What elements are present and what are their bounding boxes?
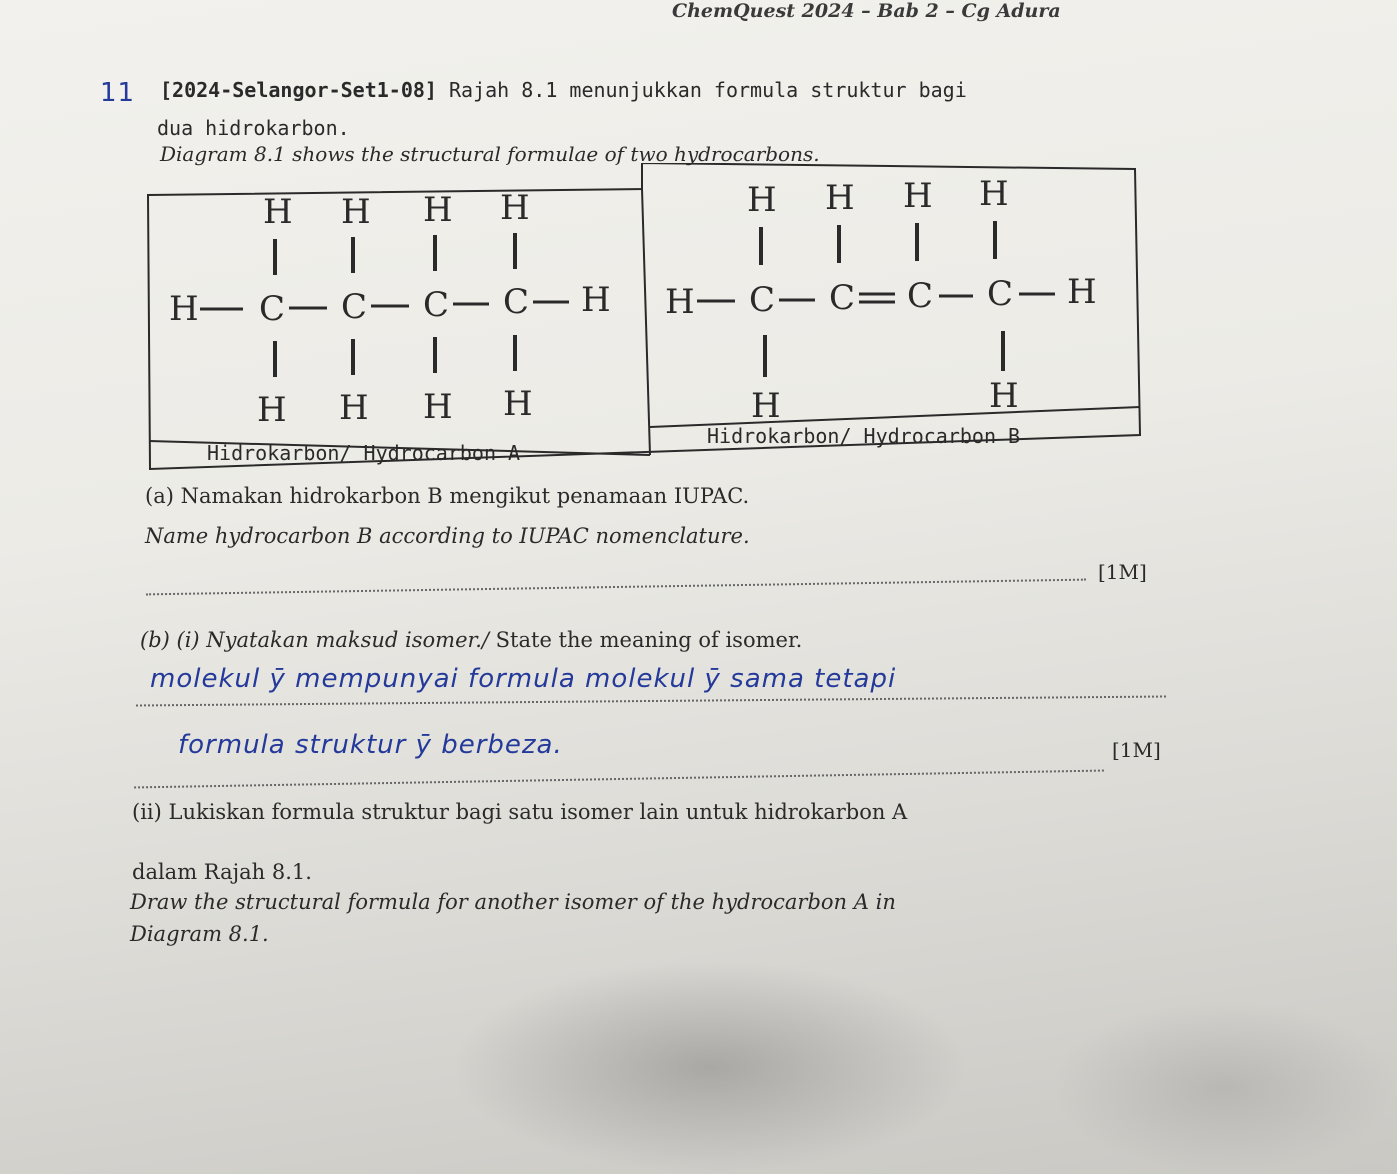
atom-h: H	[423, 190, 453, 230]
atom-c: C	[423, 285, 450, 325]
atom-c: C	[749, 280, 776, 320]
atom-h: H	[500, 188, 530, 228]
atom-h: H	[341, 192, 371, 232]
atom-c: C	[341, 287, 368, 327]
marks-b-i: [1M]	[1112, 738, 1161, 762]
part-b-ii-english-line2: Diagram 8.1.	[130, 922, 269, 946]
atom-h: H	[747, 180, 777, 220]
handwritten-answer-line2: formula struktur ȳ berbeza.	[178, 730, 563, 760]
question-number-handwritten: 11	[100, 78, 136, 108]
atom-h: H	[751, 386, 781, 426]
atom-h: H	[1067, 272, 1097, 312]
atom-h: H	[503, 384, 533, 424]
atom-h: H	[423, 387, 453, 427]
atom-c: C	[259, 289, 286, 329]
part-a-malay: (a) Namakan hidrokarbon B mengikut penamaan IUPAC.	[145, 484, 750, 508]
atom-c: C	[987, 274, 1014, 314]
atom-h: H	[257, 390, 287, 430]
label-hydrocarbon-b: Hidrokarbon/ Hydrocarbon B	[707, 424, 1021, 448]
atom-h: H	[665, 282, 695, 322]
part-a-english: Name hydrocarbon B according to IUPAC nomenclature.	[145, 524, 750, 548]
part-b-i-question	[140, 628, 802, 652]
part-b-i-malay: (b) (i) Nyatakan maksud isomer./	[140, 628, 489, 652]
corner-shadow	[1050, 1000, 1397, 1174]
atom-h: H	[581, 280, 611, 320]
part-b-ii-malay-line1: (ii) Lukiskan formula struktur bagi satu isomer lain untuk hidrokarbon A	[132, 800, 908, 824]
question-intro-malay-line1	[160, 78, 967, 102]
atom-c: C	[907, 276, 934, 316]
part-b-i-english: State the meaning of isomer.	[495, 628, 803, 652]
atom-c: C	[829, 278, 856, 318]
question-intro-malay-text: Rajah 8.1 menunjukkan formula struktur bagi	[449, 78, 967, 102]
question-intro-english: Diagram 8.1 shows the structural formulae of two hydrocarbons.	[160, 142, 820, 166]
atom-c: C	[503, 282, 530, 322]
atom-h: H	[825, 178, 855, 218]
question-source: [2024-Selangor-Set1-08]	[160, 78, 437, 102]
atom-h: H	[989, 376, 1019, 416]
atom-h: H	[169, 289, 199, 329]
marks-a: [1M]	[1098, 560, 1147, 584]
part-b-ii-english-line1: Draw the structural formula for another isomer of the hydrocarbon A in	[130, 890, 896, 914]
label-hydrocarbon-a: Hidrokarbon/ Hydrocarbon A	[207, 441, 521, 465]
handwritten-answer-line1: molekul ȳ mempunyai formula molekul ȳ sama tetapi	[150, 664, 897, 694]
atom-h: H	[903, 176, 933, 216]
page-header: ChemQuest 2024 – Bab 2 – Cg Adura	[672, 0, 1061, 22]
hydrocarbon-b-structure	[665, 174, 1097, 426]
atom-h: H	[263, 192, 293, 232]
hand-shadow	[450, 960, 970, 1174]
atom-h: H	[339, 388, 369, 428]
part-b-ii-malay-line2: dalam Rajah 8.1.	[132, 860, 312, 884]
hydrocarbon-a-structure	[169, 188, 611, 430]
diagram-8-1	[145, 163, 1145, 473]
atom-h: H	[979, 174, 1009, 214]
question-intro-malay-line2: dua hidrokarbon.	[157, 116, 350, 140]
